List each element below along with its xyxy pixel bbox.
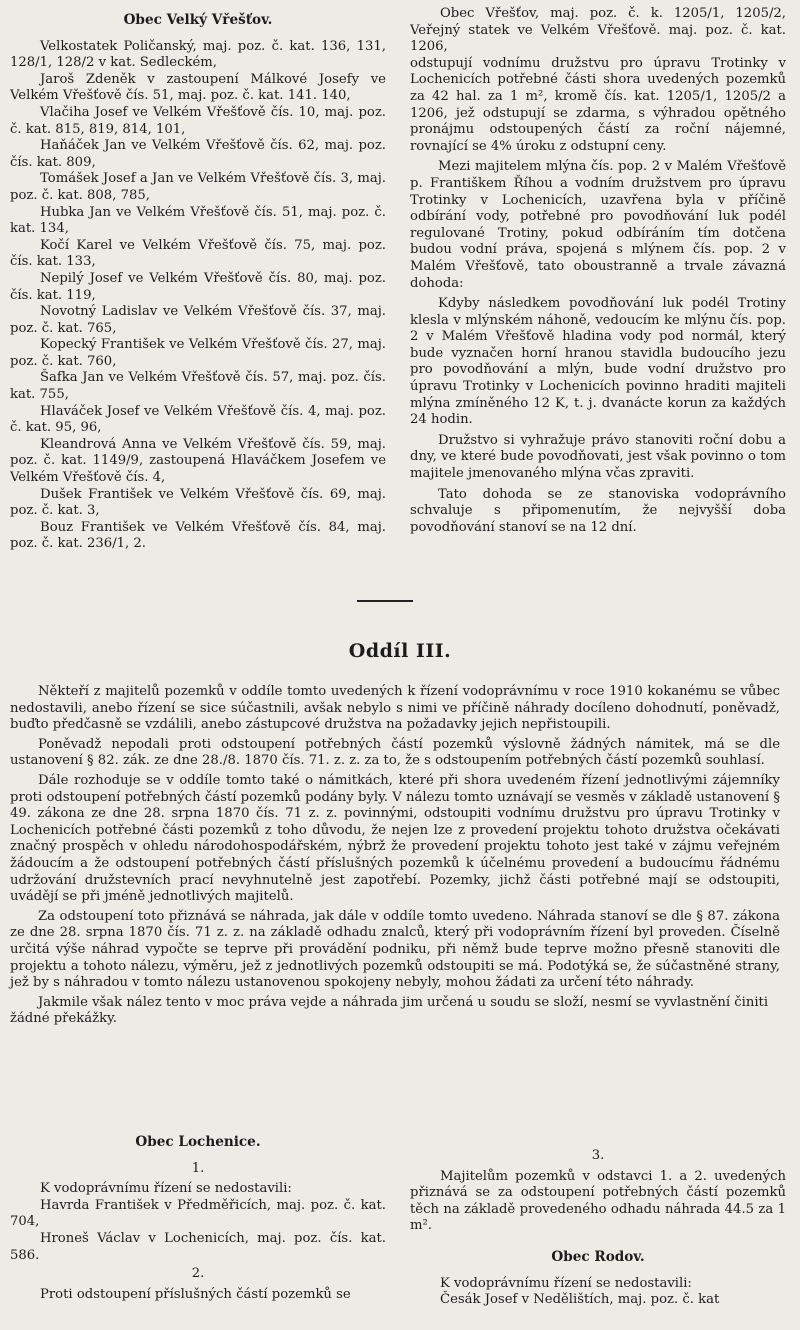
- owner-entry: Jaroš Zdeněk v zastoupení Málkové Josefy ve Velkém Vřešťově čís. 51, maj. poz. č. kat. 141. 140,: [10, 71, 386, 104]
- owner-entry: Hroneš Václav v Lochenicích, maj. poz. čís. kat. 586.: [10, 1230, 386, 1263]
- paragraph-druzstvo-pravo: Družstvo si vyhražuje právo stanoviti roční dobu a dny, ve které bude povodňovati, jest však povinno o tom majitele jmenovaného mlýna včas zpraviti.: [410, 432, 786, 482]
- column-right-top: [410, 6, 786, 540]
- section-paragraph: Poněvadž nepodali proti odstoupení potřebných částí pozemků výslovně žádných námitek, má se dle ustanovení § 82. zák. ze dne 28./8. 1870 čís. 71. z. z. za to, že s odstoupením potřebných částí pozemků souhlasí.: [10, 736, 780, 769]
- owner-entry: Haňáček Jan ve Velkém Vřešťově čís. 62, maj. poz. čís. kat. 809,: [10, 138, 386, 170]
- owner-entry: Velkostatek Poličanský, maj. poz. č. kat. 136, 131, 128/1, 128/2 v kat. Sedleckém,: [10, 38, 386, 71]
- section-paragraph: Někteří z majitelů pozemků v oddíle tomto uvedených k řízení vodoprávnímu v roce 1910 kokanému se vůbec nedostavili, anebo řízení se sice súčastnili, avšak nebylo s nimi ve příčině náhrady docíleno dohodnutí, poněvadž, buďto předčasně se vzdálili, anebo zástupcové družstva na požadavky jejich nepřistoupili.: [10, 684, 780, 733]
- paragraph-povodnovani: Kdyby následkem povodňování luk podél Trotiny klesla v mlýnském náhoně, vedoucím ke mlýnu čís. pop. 2 v Malém Vřešťově hladina vody pod normál, který bude vyznačen horní hranou stavidla budoucího jezu pro povodňování a mlýn, bude vodní družstvo pro úpravu Trotinky v Lochenicích povinno hraditi majiteli mlýna zmíněného 12 K, t. j. dvanácte korun za každých 24 hodin.: [410, 296, 786, 428]
- owner-entry: Hubka Jan ve Velkém Vřešťově čís. 51, maj. poz. č. kat. 134,: [10, 204, 386, 237]
- paragraph-mlyn-dohoda: Mezi majitelem mlýna čís. pop. 2 v Malém Vřešťově p. Františkem Říhou a vodním družstvem pro úpravu Trotinky v Lochenicích, uzavřena byla v příčině odbírání vody, potřebné pro povodňování luk podél regulované Trotiny, pokud odbíráním tím dotčena budou vodní práva, spojená s mlýnem čís. pop. 2 v Malém Vřešťově, tato oboustranně a trvale závazná dohoda:: [410, 159, 786, 291]
- owner-entry: Šafka Jan ve Velkém Vřešťově čís. 57, maj. poz. čís. kat. 755,: [10, 370, 386, 403]
- section-paragraph: Jakmile však nález tento v moc práva vejde a náhrada jim určená u soudu se složí, nesmí se vyvlastnění činiti žádné překážky.: [10, 994, 769, 1027]
- owner-entry: Vlačiha Josef ve Velkém Vřešťově čís. 10, maj. poz. č. kat. 815, 819, 814, 101,: [10, 104, 386, 137]
- section-paragraph: Dále rozhoduje se v oddíle tomto také o námitkách, které při shora uvedeném řízení jednotlivými zájemníky proti odstoupení potřebných částí pozemků podány byly. V nálezu tomto uznávají se vesměs v základě ustanovení § 49. zákona ze dne 28. srpna 1870 čís. 71 z. z. povinnými, odstoupiti vodnímu družstvu pro úpravu Trotinky v Lochenicích potřebné části pozemků z toho důvodu, že nejen lze z provedení projektu tohoto družstva očekávati značný prospěch v ohledu národohospodářském, nýbrž že provedení projektu tohoto jest také v zájmu veřejném žádoucím a že odstoupení potřebných částí příslušných pozemků k účelnému provedení a budoucímu řádnému udržování družstevních prací nevyhnutelně jest zapotřebí. Pozemky, jichž části potřebné mají se odstoupiti, uvádějí se při jméně jednotlivých majitelů.: [10, 772, 780, 905]
- section-divider: [357, 600, 413, 602]
- subsection-number: 2.: [191, 1266, 205, 1282]
- owner-entry: Kopecký František ve Velkém Vřešťově čís. 27, maj. poz. č. kat. 760,: [10, 337, 386, 369]
- owner-entry: Tomášek Josef a Jan ve Velkém Vřešťově čís. 3, maj. poz. č. kat. 808, 785,: [10, 171, 386, 203]
- subsection-number: 3.: [591, 1148, 605, 1163]
- paragraph-schvaluje: Tato dohoda se ze stanoviska vodoprávního schvaluje s připomenutím, že nejvyšší doba povodňování stanoví se na 12 dní.: [410, 486, 786, 535]
- section-title-oddil-iii: Oddíl III.: [348, 640, 452, 662]
- paragraph-proti-odstoupeni: Proti odstoupení příslušných částí pozemků se: [40, 1286, 351, 1302]
- owner-entry: Bouz František ve Velkém Vřešťově čís. 84, maj. poz. č. kat. 236/1, 2.: [10, 519, 386, 552]
- owner-entry: Novotný Ladislav ve Velkém Vřešťově čís. 37, maj. poz. č. kat. 765,: [10, 304, 386, 336]
- owner-entry: Havrda František v Předměřicích, maj. poz. č. kat. 704,: [10, 1197, 386, 1230]
- owner-entry: Hlaváček Josef ve Velkém Vřešťově čís. 4, maj. poz. č. kat. 95, 96,: [10, 403, 386, 436]
- column-right-bottom: [410, 1146, 786, 1309]
- paragraph-odstupuji: odstupují vodnímu družstvu pro úpravu Trotinky v Lochenicích potřebné části shora uvedených pozemků za 42 hal. za 1 m², kromě čís. kat. 1205/1, 1205/2 a 1206, jež odstupují se zdarma, s výhradou opětného pronájmu odstoupených částí za roční nájemné, rovnající se 4% úroku z odstupní ceny.: [410, 55, 786, 154]
- not-present-intro: K vodoprávnímu řízení se nedostavili:: [40, 1181, 292, 1197]
- section-oddil-iii-body: [10, 684, 780, 1031]
- owner-entry: Kleandrová Anna ve Velkém Vřešťově čís. 59, maj. poz. č. kat. 1149/9, zastoupená Hlaváčkem Josefem ve Velkém Vřešťově čís. 4,: [10, 436, 386, 486]
- paragraph-nahrada: Majitelům pozemků v odstavci 1. a 2. uvedených přiznává se za odstoupení potřebných částí pozemků těch na základě provedeného odhadu náhrada 44.5 za 1 m².: [410, 1168, 786, 1234]
- column-velky-vrestov: [10, 6, 386, 553]
- owner-entry: Česák Josef v Nedělištích, maj. poz. č. kat: [440, 1292, 720, 1308]
- subsection-number: 1.: [191, 1160, 205, 1176]
- heading-rodov: Obec Rodov.: [551, 1248, 645, 1265]
- owner-entry: Kočí Karel ve Velkém Vřešťově čís. 75, maj. poz. čís. kat. 133,: [10, 237, 386, 270]
- not-present-intro: K vodoprávnímu řízení se nedostavili:: [440, 1275, 692, 1291]
- owner-entry-continued: Obec Vřešťov, maj. poz. č. k. 1205/1, 1205/2, Veřejný statek ve Velkém Vřešťově. maj. poz. č. kat. 1206,: [410, 6, 786, 55]
- column-lochenice: [10, 1128, 386, 1303]
- owner-entry: Dušek František ve Velkém Vřešťově čís. 69, maj. poz. č. kat. 3,: [10, 486, 386, 519]
- owner-entry: Nepilý Josef ve Velkém Vřešťově čís. 80, maj. poz. čís. kat. 119,: [10, 270, 386, 303]
- heading-velky-vrestov: Obec Velký Vřešťov.: [123, 12, 273, 28]
- heading-lochenice: Obec Lochenice.: [135, 1134, 261, 1150]
- section-paragraph: Za odstoupení toto přiznává se náhrada, jak dále v oddíle tomto uvedeno. Náhrada stanoví se dle § 87. zákona ze dne 28. srpna 1870 čís. 71 z. z. na základě odhadu znalců, který při vodoprávním řízení byl proveden. Číselně určitá výše náhrad vypočte se teprve při provádění podniku, při němž bude teprve možno přesně stanoviti dle projektu a tohoto nálezu, výměru, jež z jednotlivých pozemků odstoupiti se má. Podotýká se, že súčastněné strany, jež by s náhradou v tomto nálezu ustanovenou spokojeny nebyly, mohou žádati za určení této náhrady.: [10, 908, 780, 991]
